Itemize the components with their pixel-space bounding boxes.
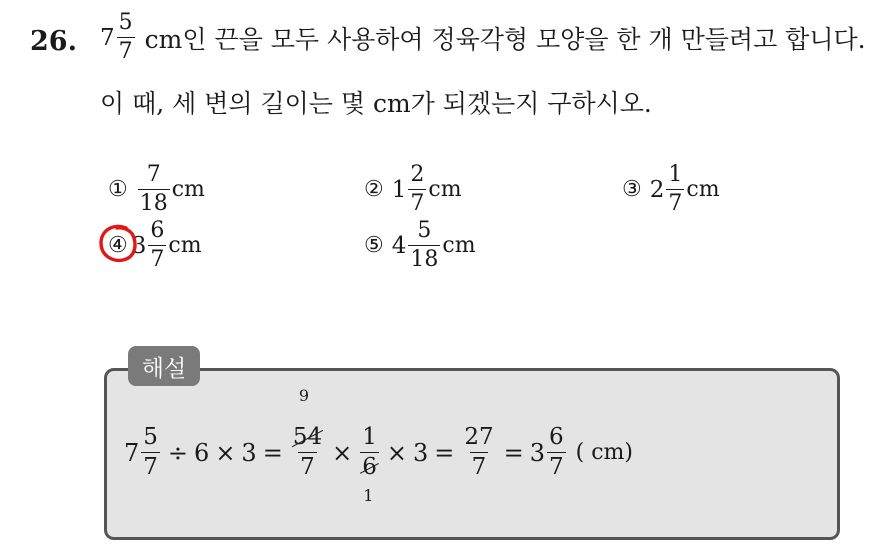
option-1-mark: ①	[108, 177, 128, 202]
option-1[interactable]	[108, 164, 205, 215]
option-3-mark: ③	[622, 177, 642, 202]
given-numerator: 5	[118, 10, 133, 35]
option-1-fraction	[138, 164, 170, 215]
sol-e-fraction	[547, 426, 566, 479]
option-3-numerator: 1	[668, 162, 683, 187]
sol-eq-2: =	[434, 438, 455, 467]
sol-times-1: ×	[215, 438, 236, 467]
question-line-1	[100, 12, 866, 63]
sol-d-numerator: 27	[464, 424, 494, 450]
question-text-1: cm인 끈을 모두 사용하여 정육각형 모양을 한 개 만들려고 합니다.	[144, 24, 866, 54]
option-2-numerator: 2	[410, 162, 425, 187]
option-2-fraction	[408, 164, 426, 215]
sol-b-cancel: 9	[298, 386, 309, 405]
option-4-unit: cm	[168, 233, 202, 258]
sol-b-fraction	[291, 426, 324, 479]
option-5-numerator: 5	[417, 218, 432, 243]
option-3-denominator: 7	[668, 191, 683, 216]
sol-divide: ÷	[167, 438, 189, 467]
option-2-denominator: 7	[410, 191, 425, 216]
option-4-whole: 3	[131, 232, 147, 259]
option-2-mark: ②	[364, 177, 384, 202]
solution-tag: 해설	[128, 346, 200, 386]
sol-times-2: ×	[332, 438, 353, 467]
sol-times-3: ×	[386, 438, 407, 467]
option-5-mark: ⑤	[364, 233, 384, 258]
answer-circle-mark	[96, 222, 140, 266]
sol-eq-3: =	[503, 438, 524, 467]
option-3-unit: cm	[686, 177, 720, 202]
sol-e-numerator: 6	[549, 424, 564, 450]
sol-c-group	[358, 424, 381, 505]
sol-three-1: 3	[241, 438, 257, 467]
sol-c-cancel: 1	[363, 486, 374, 505]
sol-b-denominator: 7	[300, 454, 315, 480]
option-3-fraction	[666, 164, 684, 215]
option-5-unit: cm	[442, 233, 476, 258]
option-5-whole: 4	[391, 232, 407, 259]
sol-c-denominator: 6	[362, 454, 377, 480]
option-1-numerator: 7	[146, 162, 161, 187]
sol-d-fraction	[462, 426, 495, 479]
option-1-denominator: 18	[139, 191, 168, 216]
solution-equation	[124, 386, 633, 505]
sol-c-fraction	[360, 426, 379, 479]
sol-b-group	[289, 386, 326, 480]
sol-e-whole: 3	[529, 438, 546, 467]
sol-b-numerator: 54	[292, 424, 323, 450]
sol-a-numerator: 5	[143, 424, 158, 450]
question-number: 26.	[30, 26, 77, 57]
option-4-denominator: 7	[150, 247, 165, 272]
sol-three-2: 3	[412, 438, 429, 467]
sol-c-numerator: 1	[362, 424, 377, 450]
given-denominator: 7	[118, 39, 133, 64]
option-5-fraction	[408, 220, 440, 271]
sol-eq-1: =	[262, 438, 283, 467]
sol-a-denominator: 7	[143, 454, 158, 480]
sol-a-fraction	[141, 426, 160, 479]
sol-a-whole: 7	[124, 438, 140, 467]
option-4-mark: ④	[108, 233, 128, 258]
option-2-whole: 1	[391, 176, 407, 203]
option-4-numerator: 6	[150, 218, 165, 243]
option-3[interactable]	[622, 164, 720, 215]
sol-unit: ( cm)	[575, 440, 633, 465]
option-3-whole: 2	[649, 176, 665, 203]
option-1-unit: cm	[171, 177, 205, 202]
option-5[interactable]	[364, 220, 476, 271]
option-2-unit: cm	[428, 177, 462, 202]
sol-d-denominator: 7	[471, 454, 487, 480]
option-2[interactable]	[364, 164, 462, 215]
question-text-2: 이 때, 세 변의 길이는 몇 cm가 되겠는지 구하시오.	[100, 89, 652, 118]
option-5-denominator: 18	[410, 247, 439, 272]
option-4-fraction	[148, 220, 166, 271]
given-fraction	[117, 12, 135, 63]
sol-six: 6	[194, 438, 210, 467]
given-whole: 7	[100, 24, 115, 51]
sol-e-denominator: 7	[549, 454, 564, 480]
